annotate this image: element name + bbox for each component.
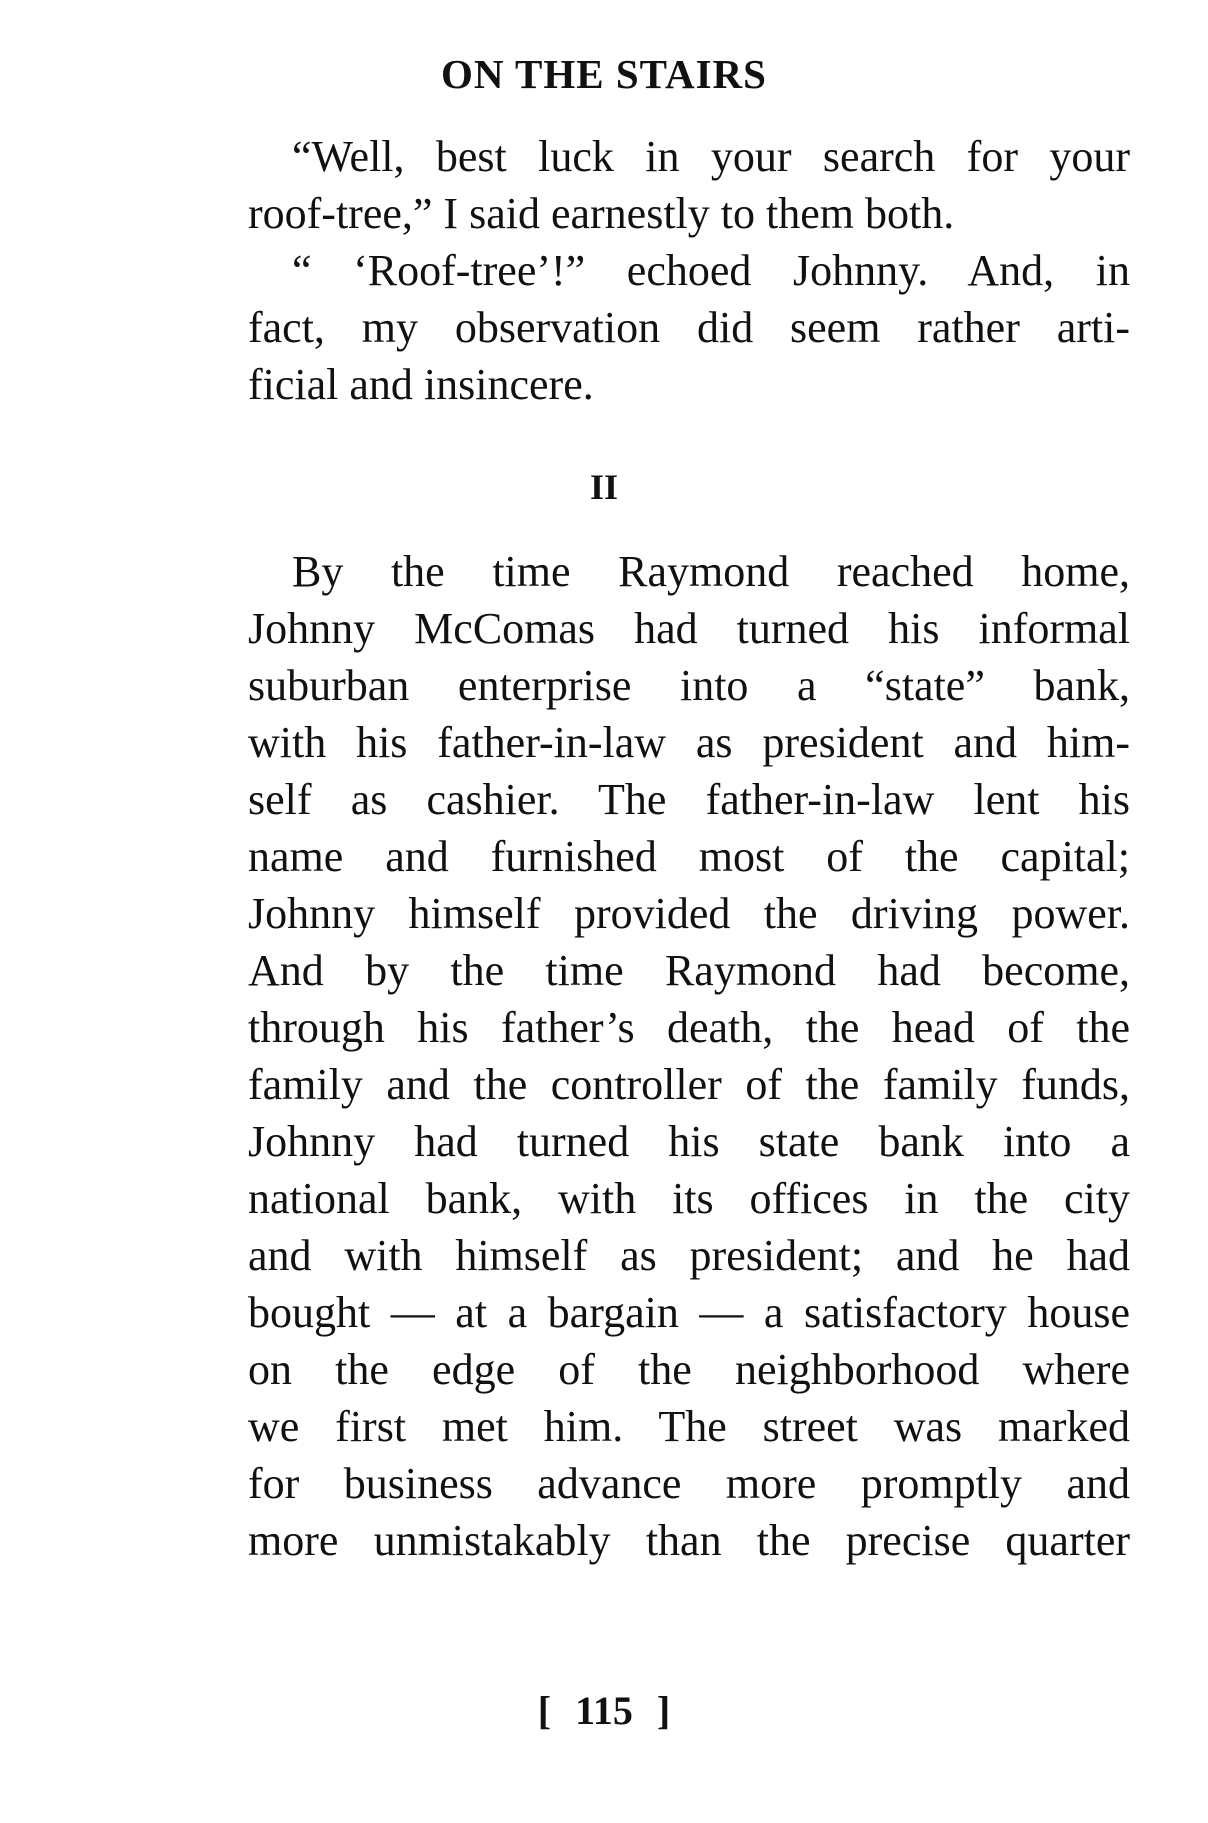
text-line: and with himself as president; and he had: [248, 1231, 1130, 1280]
text-line: for business advance more promptly and: [248, 1459, 1130, 1508]
text-line: By the time Raymond reached home,: [292, 547, 1130, 596]
text-line: And by the time Raymond had become,: [248, 946, 1130, 995]
text-line: we first met him. The street was marked: [248, 1402, 1130, 1451]
text-line: with his father-in-law as president and him-: [248, 718, 1130, 767]
text-line: more unmistakably than the precise quarter: [248, 1516, 1130, 1565]
text-line: “Well, best luck in your search for your: [292, 132, 1130, 181]
section-number: II: [589, 467, 619, 507]
text-line: family and the controller of the family funds,: [248, 1060, 1130, 1109]
text-line: roof-tree,” I said earnestly to them both.: [248, 189, 955, 238]
text-line: name and furnished most of the capital;: [248, 832, 1130, 881]
page-number: [ 115 ]: [537, 1688, 671, 1733]
running-title: ON THE STAIRS: [441, 51, 767, 97]
text-line: Johnny himself provided the driving power.: [248, 889, 1130, 938]
text-line: on the edge of the neighborhood where: [248, 1345, 1130, 1394]
text-line: “ ‘Roof-tree’!” echoed Johnny. And, in: [292, 246, 1130, 295]
text-line: ficial and insincere.: [248, 360, 594, 409]
text-line: self as cashier. The father-in-law lent his: [248, 775, 1130, 824]
text-line: national bank, with its offices in the city: [248, 1174, 1130, 1223]
paragraph-block-dialogue: [248, 128, 1130, 413]
text-line: Johnny had turned his state bank into a: [248, 1117, 1130, 1166]
text-line: Johnny McComas had turned his informal: [248, 604, 1130, 653]
text-line: bought — at a bargain — a satisfactory house: [248, 1288, 1130, 1337]
paragraph-block-main: [248, 543, 1130, 1569]
text-line: fact, my observation did seem rather arti-: [248, 303, 1130, 352]
text-line: through his father’s death, the head of the: [248, 1003, 1130, 1052]
text-line: suburban enterprise into a “state” bank,: [248, 661, 1130, 710]
